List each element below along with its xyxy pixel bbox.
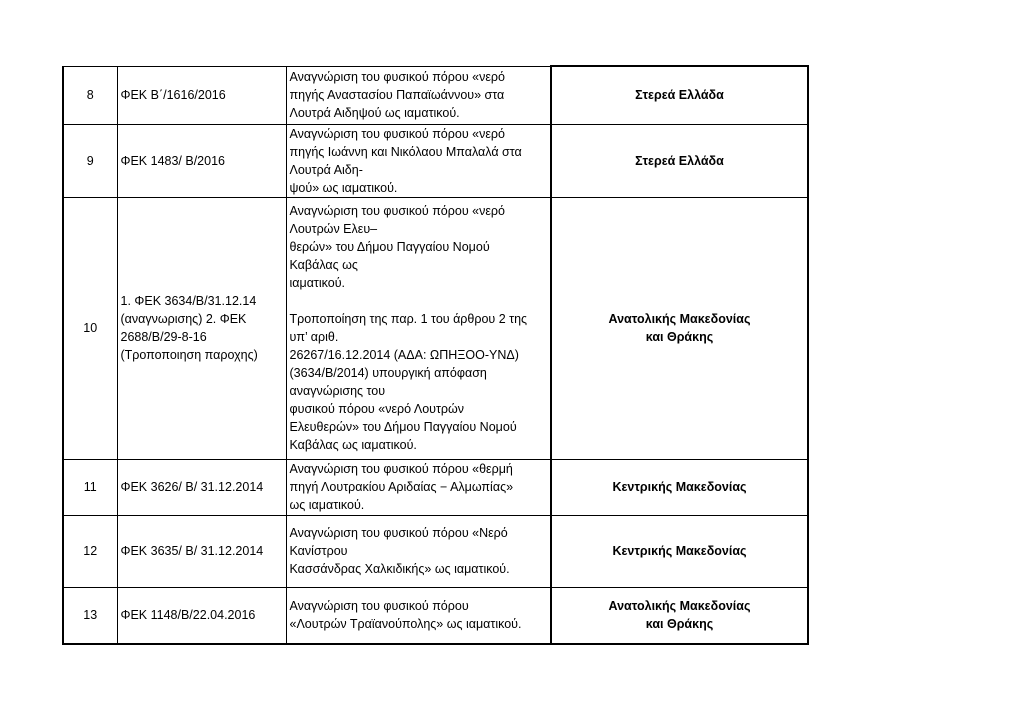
row-number: 12 (63, 515, 117, 587)
region-name: Στερεά Ελλάδα (551, 124, 808, 197)
resource-description: Αναγνώριση του φυσικού πόρου «νερό πηγής Αναστασίου Παπαϊωάννου» στα Λουτρά Αιδηψού ως ιαματικού. (286, 66, 551, 124)
fek-reference: ΦΕΚ 3635/ Β/ 31.12.2014 (117, 515, 286, 587)
resource-description: Αναγνώριση του φυσικού πόρου «νερό Λουτρών Ελευ– θερών» του Δήμου Παγγαίου Νομού Καβάλας ως ιαματικού. Τροποποίηση της παρ. 1 του άρθρου 2 της υπ’ αριθ. 26267/16.12.2014 (ΑΔΑ: ΩΠΗΞΟΟ-ΥΝΔ) (3634/Β/2014) υπουργική απόφαση αναγνώρισης του φυσικού πόρου «νερό Λουτρών Ελευθερών» του Δήμου Παγγαίου Νομού Καβάλας ως ιαματικού. (286, 197, 551, 459)
fek-reference: 1. ΦΕΚ 3634/Β/31.12.14 (αναγνωρισης) 2. ΦΕΚ 2688/Β/29-8-16 (Τροποποιηση παροχης) (117, 197, 286, 459)
region-name: Κεντρικής Μακεδονίας (551, 459, 808, 515)
table-row (63, 515, 808, 587)
resource-description: Αναγνώριση του φυσικού πόρου «θερμή πηγή Λουτρακίου Αριδαίας − Αλμωπίας» ως ιαματικού. (286, 459, 551, 515)
region-name: Ανατολικής Μακεδονίας και Θράκης (551, 197, 808, 459)
region-name: Κεντρικής Μακεδονίας (551, 515, 808, 587)
table-row (63, 459, 808, 515)
fek-reference: ΦΕΚ 3626/ Β/ 31.12.2014 (117, 459, 286, 515)
row-number: 13 (63, 587, 117, 644)
resource-description: Αναγνώριση του φυσικού πόρου «Νερό Κανίστρου Κασσάνδρας Χαλκιδικής» ως ιαματικού. (286, 515, 551, 587)
table-row (63, 197, 808, 459)
fek-reference: ΦΕΚ 1148/Β/22.04.2016 (117, 587, 286, 644)
table-row (63, 587, 808, 644)
mineral-springs-table (62, 65, 809, 645)
table-row (63, 124, 808, 197)
region-name: Ανατολικής Μακεδονίας και Θράκης (551, 587, 808, 644)
table-row (63, 66, 808, 124)
fek-reference: ΦΕΚ Β΄/1616/2016 (117, 66, 286, 124)
fek-reference: ΦΕΚ 1483/ Β/2016 (117, 124, 286, 197)
resource-description: Αναγνώριση του φυσικού πόρου «νερό πηγής Ιωάννη και Νικόλαου Μπαλαλά στα Λουτρά Αιδη- ψού» ως ιαματικού. (286, 124, 551, 197)
row-number: 10 (63, 197, 117, 459)
row-number: 9 (63, 124, 117, 197)
region-name: Στερεά Ελλάδα (551, 66, 808, 124)
row-number: 11 (63, 459, 117, 515)
row-number: 8 (63, 66, 117, 124)
resource-description: Αναγνώριση του φυσικού πόρου «Λουτρών Τραϊανούπολης» ως ιαματικού. (286, 587, 551, 644)
